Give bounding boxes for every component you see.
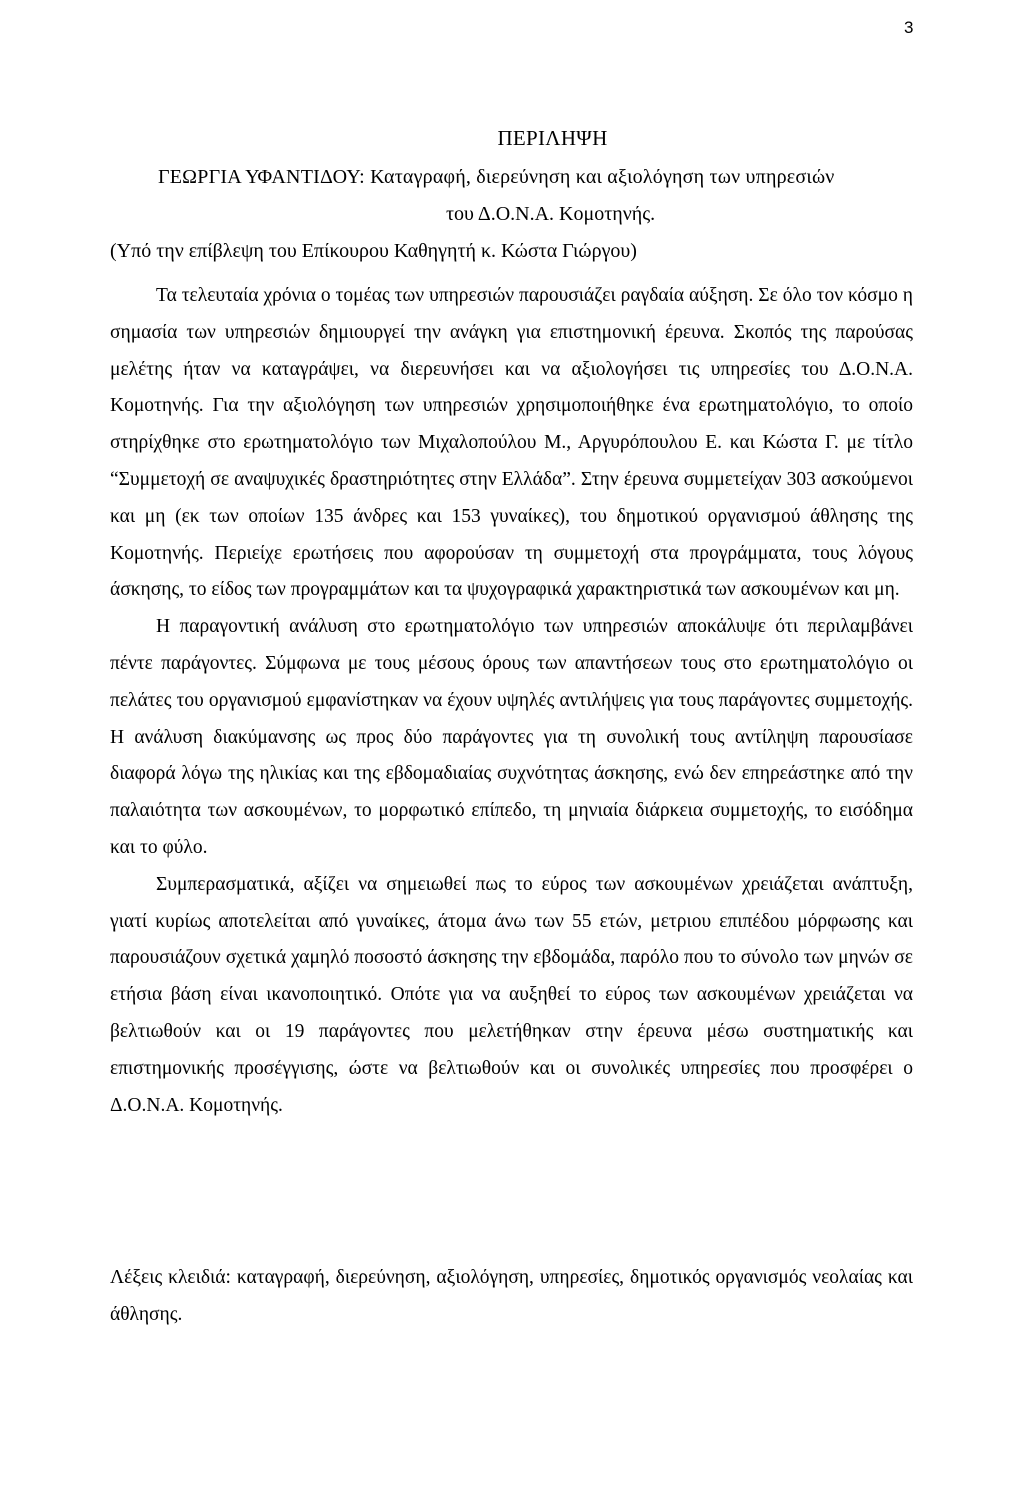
page-number: 3 — [904, 18, 914, 37]
abstract-body — [110, 278, 913, 1124]
abstract-paragraph-1: Τα τελευταία χρόνια ο τομέας των υπηρεσιών παρουσιάζει ραγδαία αύξηση. Σε όλο τον κόσμο η σημασία των υπηρεσιών δημιουργεί την ανάγκη για επιστημονική έρευνα. Σκοπός της παρούσας μελέτης ήταν να καταγράψει, να διερευνήσει και να αξιολογήσει τις υπηρεσίες του Δ.Ο.Ν.Α. Κομοτηνής. Για την αξιολόγηση των υπηρεσιών χρησιμοποιήθηκε ένα ερωτηματολόγιο, το οποίο στηρίχθηκε στο ερωτηματολόγιο των Μιχαλοπούλου Μ., Αργυρόπουλου Ε. και Κώστα Γ. με τίτλο “Συμμετοχή σε αναψυχικές δραστηριότητες στην Ελλάδα”. Στην έρευνα συμμετείχαν 303 ασκούμενοι και μη (εκ των οποίων 135 άνδρες και 153 γυναίκες), του δημοτικού οργανισμού άθλησης της Κομοτηνής. Περιείχε ερωτήσεις που αφορούσαν τη συμμετοχή στα προγράμματα, τους λόγους άσκησης, το είδος των προγραμμάτων και τα ψυχογραφικά χαρακτηριστικά των ασκουμένων και μη. — [110, 285, 913, 601]
supervisor-note: (Υπό την επίβλεψη του Επίκουρου Καθηγητή κ. Κώστα Γιώργου) — [110, 240, 637, 262]
author-thesis-title: ΓΕΩΡΓΙΑ ΥΦΑΝΤΙΔΟΥ: Καταγραφή, διερεύνηση και αξιολόγηση των υπηρεσιών — [158, 166, 835, 188]
keywords-text: Λέξεις κλειδιά: καταγραφή, διερεύνηση, αξιολόγηση, υπηρεσίες, δημοτικός οργανισμός νεολαίας και άθλησης. — [110, 1267, 913, 1325]
abstract-paragraph-3: Συμπερασματικά, αξίζει να σημειωθεί πως το εύρος των ασκουμένων χρειάζεται ανάπτυξη, γιατί κυρίως αποτελείται από γυναίκες, άτομα άνω των 55 ετών, μετριου επιπέδου μόρφωσης και παρουσιάζουν σχετικά χαμηλό ποσοστό άσκησης την εβδομάδα, παρόλο που το σύνολο των μηνών σε ετήσια βάση είναι ικανοποιητικό. Οπότε για να αυξηθεί το εύρος των ασκουμένων χρειάζεται να βελτιωθούν και οι 19 παράγοντες που μελετήθηκαν στην έρευνα μέσω συστηματικής και επιστημονικής προσέγγισης, ώστε να βελτιωθούν και οι συνολικές υπηρεσίες που προσφέρει ο Δ.Ο.Ν.Α. Κομοτηνής. — [110, 873, 913, 1116]
keywords-block — [110, 1260, 913, 1334]
abstract-paragraph-2: Η παραγοντική ανάλυση στο ερωτηματολόγιο των υπηρεσιών αποκάλυψε ότι περιλαμβάνει πέντε παράγοντες. Σύμφωνα με τους μέσους όρους των απαντήσεων τους στο ερωτηματολόγιο οι πελάτες του οργανισμού εμφανίστηκαν να έχουν υψηλές αντιλήψεις για τους παράγοντες συμμετοχής. Η ανάλυση διακύμανσης ως προς δύο παράγοντες για τη συνολική τους αντίληψη παρουσίασε διαφορά λόγω της ηλικίας και της εβδομαδιαίας συχνότητας άσκησης, ενώ δεν επηρεάστηκε από την παλαιότητα των ασκουμένων, το μορφωτικό επίπεδο, τη μηνιαία διάρκεια συμμετοχής, το εισόδημα και το φύλο. — [110, 616, 913, 858]
author-thesis-title-continued: του Δ.Ο.Ν.Α. Κομοτηνής. — [446, 203, 656, 225]
page-title: ΠΕΡΙΛΗΨΗ — [497, 126, 608, 150]
